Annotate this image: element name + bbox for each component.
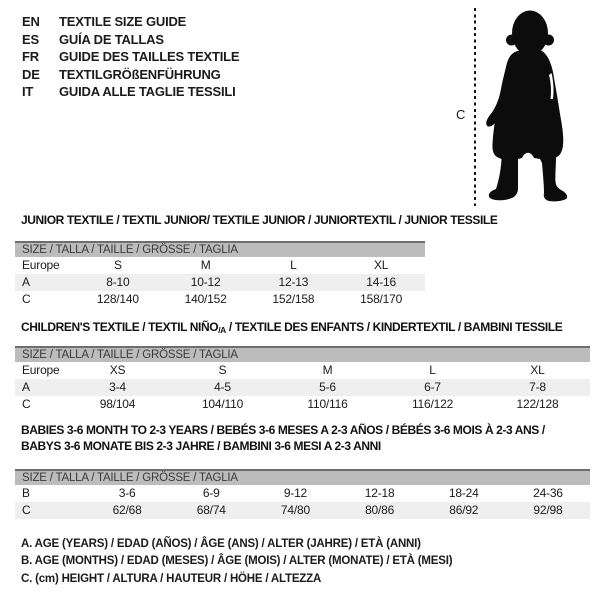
table-row bbox=[15, 379, 590, 396]
table-row bbox=[15, 502, 590, 519]
junior-table-title: JUNIOR TEXTILE / TEXTIL JUNIOR/ TEXTILE JUNIOR / JUNIORTEXTIL / JUNIOR TESSILE bbox=[21, 213, 498, 227]
cell-value: M bbox=[322, 363, 333, 377]
table-row bbox=[15, 274, 425, 291]
cell-value: 158/170 bbox=[360, 292, 403, 306]
legend-note-a: A. AGE (YEARS) / EDAD (AÑOS) / ÂGE (ANS) / ALTER (JAHRE) / ETÀ (ANNI) bbox=[21, 538, 421, 550]
cell-value: XS bbox=[109, 363, 126, 377]
row-label: A bbox=[22, 275, 30, 289]
cell-value: 12-13 bbox=[278, 275, 309, 289]
row-label: C bbox=[22, 503, 31, 517]
guide-title-it: GUIDA ALLE TAGLIE TESSILI bbox=[59, 84, 236, 100]
cell-value: 3-4 bbox=[109, 380, 126, 394]
babies-table-body bbox=[15, 485, 590, 519]
cell-value: L bbox=[290, 258, 297, 272]
language-row bbox=[22, 83, 239, 101]
language-row bbox=[22, 48, 239, 66]
cell-value: 8-10 bbox=[106, 275, 130, 289]
cell-value: L bbox=[429, 363, 436, 377]
cell-value: 14-16 bbox=[366, 275, 396, 289]
children-title-post: / TEXTILE DES ENFANTS / KINDERTEXTIL / BAMBINI TESSILE bbox=[225, 320, 563, 334]
cell-value: 92/98 bbox=[533, 503, 563, 517]
cell-value: 12-18 bbox=[364, 486, 395, 500]
table-row bbox=[15, 396, 590, 413]
row-label: C bbox=[22, 292, 31, 306]
cell-value: 62/68 bbox=[112, 503, 142, 517]
language-row bbox=[22, 13, 239, 31]
size-header-bar: SIZE / TALLA / TAILLE / GRÖSSE / TAGLIA bbox=[15, 346, 590, 362]
language-code: EN bbox=[22, 14, 40, 29]
language-code: FR bbox=[22, 49, 39, 65]
cell-value: 18-24 bbox=[448, 486, 479, 500]
cell-value: M bbox=[200, 258, 211, 272]
legend-note-b: B. AGE (MONTHS) / EDAD (MESES) / ÂGE (MOIS) / ALTER (MONATE) / ETÀ (MESI) bbox=[21, 555, 453, 568]
children-table-body bbox=[15, 362, 590, 413]
guide-title-fr: GUIDE DES TAILLES TEXTILE bbox=[59, 49, 240, 65]
children-title-pre: CHILDREN'S TEXTILE / TEXTIL NIÑO bbox=[21, 320, 219, 334]
cell-value: 116/122 bbox=[411, 397, 454, 411]
junior-table-body bbox=[15, 257, 425, 308]
size-header-bar: SIZE / TALLA / TAILLE / GRÖSSE / TAGLIA bbox=[15, 241, 425, 257]
cell-value: 6-9 bbox=[202, 486, 220, 500]
guide-title-es: GUÍA DE TALLAS bbox=[59, 31, 164, 47]
cell-value: 98/104 bbox=[99, 397, 136, 411]
language-title-list bbox=[22, 13, 239, 101]
children-title-sub: /A bbox=[218, 325, 226, 335]
cell-value: S bbox=[218, 363, 227, 377]
babies-size-table bbox=[15, 469, 590, 519]
cell-value: 4-5 bbox=[214, 380, 231, 394]
cell-value: S bbox=[113, 258, 122, 272]
cell-value: 110/116 bbox=[307, 397, 348, 411]
toddler-silhouette-icon bbox=[478, 5, 578, 215]
row-label: A bbox=[22, 380, 30, 394]
height-measure-dashed-line bbox=[474, 8, 476, 206]
cell-value: 68/74 bbox=[196, 503, 226, 517]
language-code: IT bbox=[22, 84, 34, 100]
size-header-bar: SIZE / TALLA / TAILLE / GRÖSSE / TAGLIA bbox=[15, 469, 590, 485]
cell-value: XL bbox=[530, 363, 545, 377]
table-row bbox=[15, 362, 590, 379]
table-row bbox=[15, 257, 425, 274]
table-row bbox=[15, 485, 590, 502]
language-code: ES bbox=[22, 31, 39, 47]
guide-title-de: TEXTILGRÖßENFÜHRUNG bbox=[59, 66, 221, 82]
cell-value: 5-6 bbox=[319, 380, 336, 394]
junior-size-table bbox=[15, 241, 425, 308]
legend-notes bbox=[21, 536, 452, 588]
cell-value: 6-7 bbox=[424, 380, 441, 394]
babies-table-title bbox=[21, 422, 545, 454]
cell-value: 140/152 bbox=[184, 292, 227, 306]
language-row bbox=[22, 66, 239, 84]
height-measure-label: C bbox=[456, 107, 466, 122]
cell-value: 128/140 bbox=[96, 292, 139, 306]
children-size-table bbox=[15, 346, 590, 413]
children-table-title bbox=[21, 320, 562, 335]
cell-value: 7-8 bbox=[529, 380, 546, 394]
cell-value: 80/86 bbox=[365, 503, 395, 517]
row-label: Europe bbox=[22, 363, 60, 377]
cell-value: 104/110 bbox=[201, 397, 244, 411]
row-label: C bbox=[22, 397, 31, 411]
language-row bbox=[22, 31, 239, 49]
babies-title-line1: BABIES 3-6 MONTH TO 2-3 YEARS / BEBÉS 3-6 MESES A 2-3 AÑOS / BÉBÉS 3-6 MOIS À 2-3 ANS / bbox=[21, 423, 545, 437]
cell-value: 10-12 bbox=[190, 275, 221, 289]
row-label: Europe bbox=[22, 258, 60, 272]
babies-title-line2: BABYS 3-6 MONATE BIS 2-3 JAHRE / BAMBINI 3-6 MESI A 2-3 ANNI bbox=[21, 439, 381, 453]
guide-title-en: TEXTILE SIZE GUIDE bbox=[59, 14, 187, 29]
cell-value: 122/128 bbox=[516, 397, 559, 411]
language-code: DE bbox=[22, 66, 40, 82]
cell-value: 74/80 bbox=[280, 503, 310, 517]
table-row bbox=[15, 291, 425, 308]
legend-note-c: C. (cm) HEIGHT / ALTURA / HAUTEUR / HÖHE / ALTEZZA bbox=[21, 572, 322, 585]
row-label: B bbox=[22, 486, 30, 500]
cell-value: 24-36 bbox=[533, 486, 563, 500]
cell-value: 86/92 bbox=[449, 503, 479, 517]
cell-value: XL bbox=[373, 258, 389, 272]
cell-value: 3-6 bbox=[118, 486, 136, 500]
cell-value: 9-12 bbox=[283, 486, 308, 500]
cell-value: 152/158 bbox=[272, 292, 315, 306]
